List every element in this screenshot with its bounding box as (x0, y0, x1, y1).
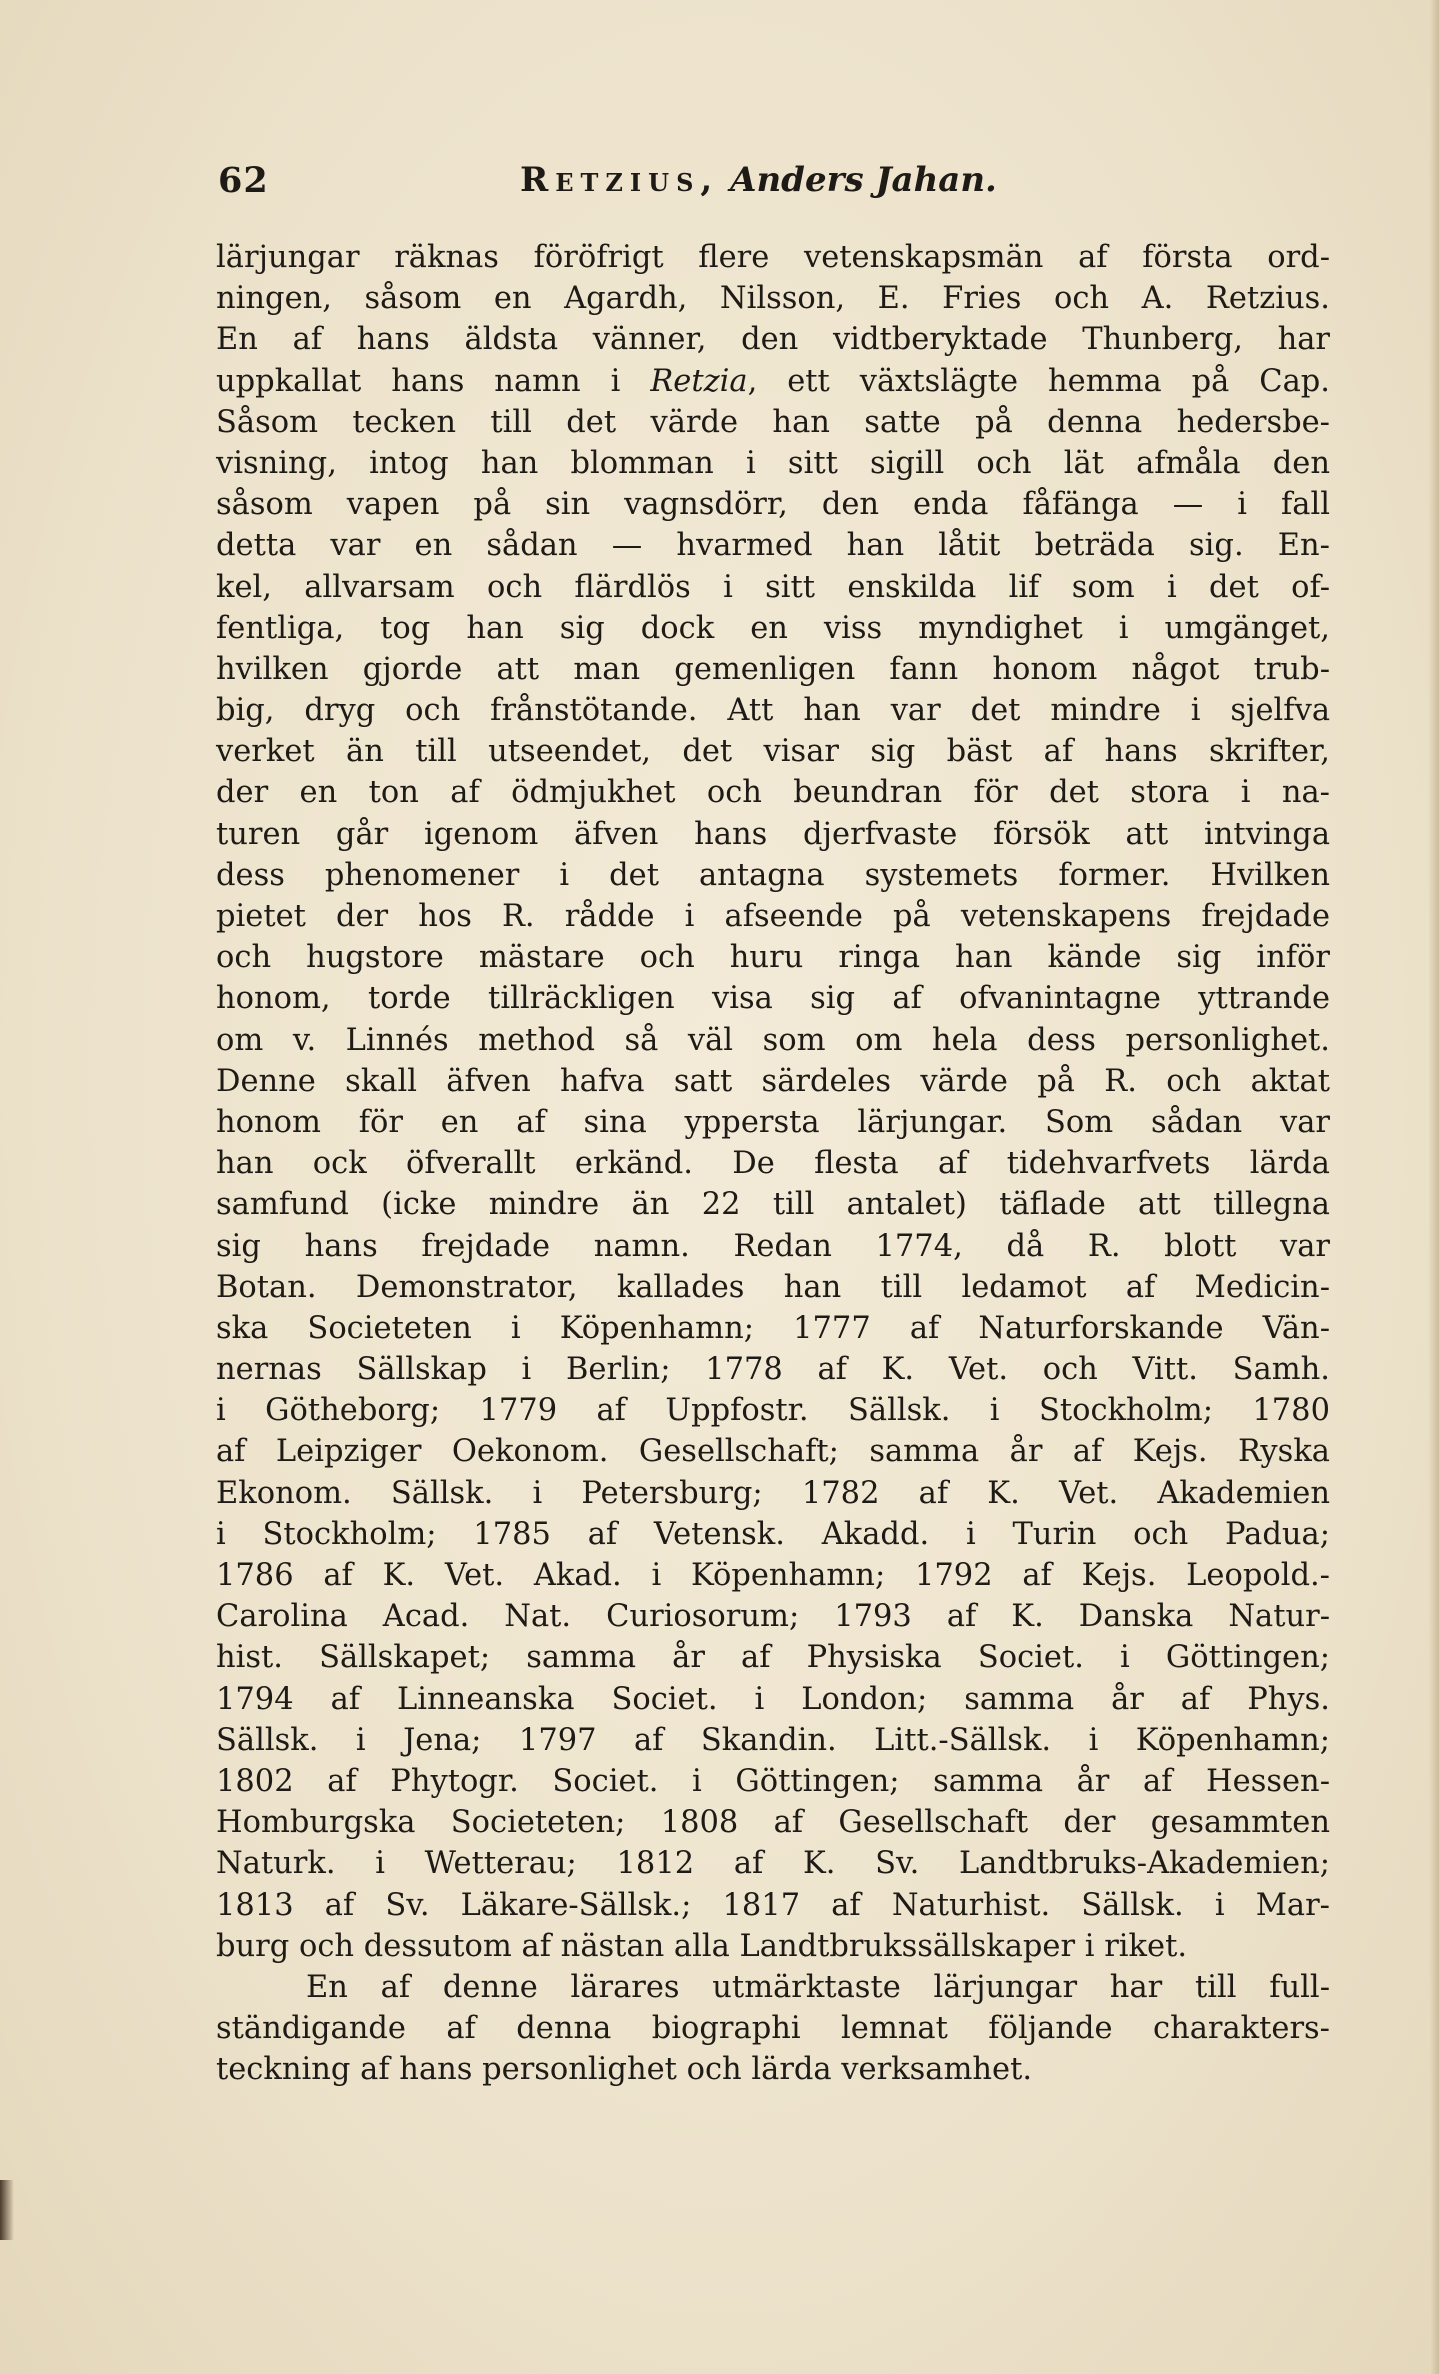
running-head-given-names: Anders Jahan. (730, 160, 997, 200)
text-line: 1794 af Linneanska Societ. i London; samma år af Phys. (216, 1681, 1330, 1717)
page-number: 62 (218, 160, 269, 201)
text-line: visning, intog han blomman i sitt sigill och lät afmåla den (216, 445, 1330, 481)
text-line: En af denne lärares utmärktaste lärjungar har till full- (306, 1969, 1330, 2005)
binding-shadow (0, 2180, 14, 2240)
text-line: 1802 af Phytogr. Societ. i Göttingen; samma år af Hessen- (216, 1763, 1330, 1799)
text-line: lärjungar räknas föröfrigt flere vetenskapsmän af första ord- (216, 240, 1330, 275)
text-line: 1786 af K. Vet. Akad. i Köpenhamn; 1792 af Kejs. Leopold.- (216, 1558, 1330, 1593)
text-line: teckning af hans personlighet och lärda verksamhet. (216, 2052, 1033, 2088)
text-line: och hugstore mästare och huru ringa han kände sig inför (216, 940, 1330, 976)
text-line: i Götheborg; 1779 af Uppfostr. Sällsk. i Stockholm; 1780 (216, 1393, 1330, 1429)
body-text (216, 237, 1330, 2090)
text-line: kel, allvarsam och flärdlös i sitt enskilda lif som i det of- (216, 569, 1330, 605)
text-line: hist. Sällskapet; samma år af Physiska Societ. i Göttingen; (216, 1640, 1330, 1676)
text-line: verket än till utseendet, det visar sig bäst af hans skrifter, (216, 734, 1330, 770)
running-head-surname: Retzius, (520, 160, 720, 200)
text-line: Naturk. i Wetterau; 1812 af K. Sv. Landtbruks-Akademien; (216, 1846, 1330, 1882)
text-line: En af hans äldsta vänner, den vidtberyktade Thunberg, har (216, 322, 1330, 358)
text-line: pietet der hos R. rådde i afseende på vetenskapens frejdade (216, 899, 1330, 934)
text-line: sig hans frejdade namn. Redan 1774, då R. blott var (216, 1228, 1330, 1264)
text-line: Homburgska Societeten; 1808 af Gesellschaft der gesammten (216, 1805, 1330, 1841)
text-line: big, dryg och frånstötande. Att han var det mindre i sjelfva (216, 693, 1330, 729)
text-line: Sällsk. i Jena; 1797 af Skandin. Litt.-Sällsk. i Köpenhamn; (216, 1722, 1330, 1758)
text-line: ningen, såsom en Agardh, Nilsson, E. Fries och A. Retzius. (216, 281, 1330, 317)
text-line: nernas Sällskap i Berlin; 1778 af K. Vet. och Vitt. Samh. (216, 1352, 1330, 1388)
text-line: han ock öfverallt erkänd. De flesta af tidehvarfvets lärda (216, 1146, 1330, 1182)
text-line: samfund (icke mindre än 22 till antalet) täflade att tillegna (216, 1187, 1330, 1223)
text-line: ska Societeten i Köpenhamn; 1777 af Naturforskande Vän- (216, 1310, 1330, 1346)
text-line: detta var en sådan — hvarmed han låtit beträda sig. En- (216, 528, 1330, 564)
text-line: hvilken gjorde att man gemenligen fann honom något trub- (216, 651, 1330, 687)
text-line: Botan. Demonstrator, kallades han till ledamot af Medicin- (216, 1269, 1330, 1305)
running-head (520, 160, 997, 200)
page-edge (1429, 0, 1439, 2374)
text-line: ständigande af denna biographi lemnat följande charakters- (216, 2011, 1330, 2047)
text-line: burg och dessutom af nästan alla Landtbrukssällskaper i riket. (216, 1928, 1188, 1964)
text-line: honom för en af sina yppersta lärjungar. Som sådan var (216, 1104, 1330, 1140)
page-header (218, 160, 1338, 210)
text-line: om v. Linnés method så väl som om hela dess personlighet. (216, 1022, 1330, 1058)
text-line: 1813 af Sv. Läkare-Sällsk.; 1817 af Naturhist. Sällsk. i Mar- (216, 1887, 1330, 1923)
text-line: uppkallat hans namn i Retzia, ett växtslägte hemma på Cap. (216, 363, 1331, 399)
text-line: Såsom tecken till det värde han satte på denna hedersbe- (216, 404, 1330, 440)
text-line: honom, torde tillräckligen visa sig af ofvanintagne yttrande (216, 981, 1330, 1017)
text-line: turen går igenom äfven hans djerfvaste försök att intvinga (216, 816, 1330, 852)
text-line: dess phenomener i det antagna systemets former. Hvilken (216, 857, 1330, 893)
text-line: fentliga, tog han sig dock en viss myndighet i umgänget, (216, 610, 1330, 646)
text-line: af Leipziger Oekonom. Gesellschaft; samma år af Kejs. Ryska (216, 1434, 1330, 1470)
text-line: i Stockholm; 1785 af Vetensk. Akadd. i Turin och Padua; (216, 1516, 1330, 1552)
text-line: der en ton af ödmjukhet och beundran för det stora i na- (216, 775, 1330, 811)
text-line: såsom vapen på sin vagnsdörr, den enda fåfänga — i fall (216, 487, 1330, 523)
text-line: Denne skall äfven hafva satt särdeles värde på R. och aktat (216, 1063, 1330, 1099)
text-line: Ekonom. Sällsk. i Petersburg; 1782 af K. Vet. Akademien (216, 1475, 1330, 1511)
text-line: Carolina Acad. Nat. Curiosorum; 1793 af K. Danska Natur- (216, 1599, 1330, 1635)
